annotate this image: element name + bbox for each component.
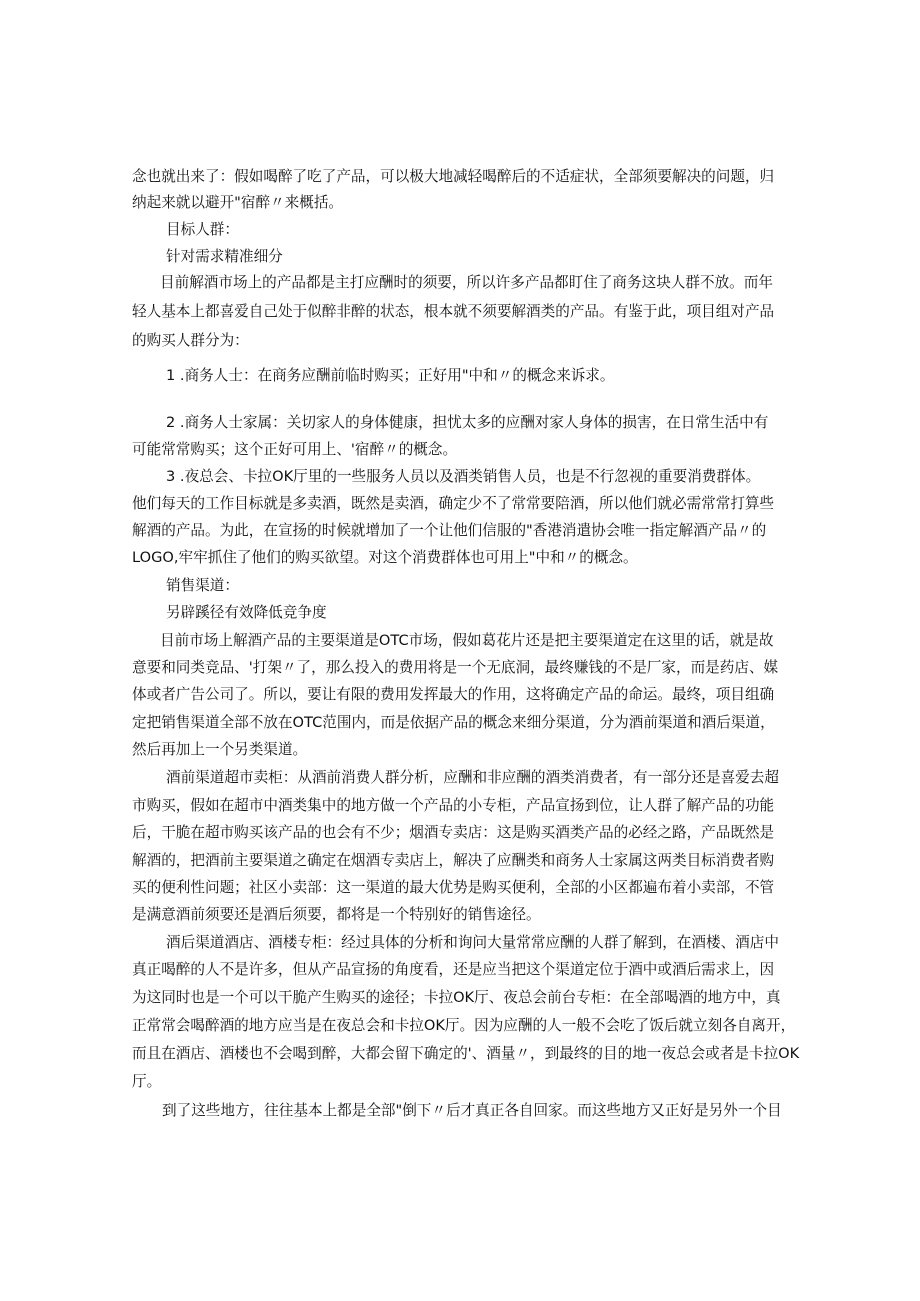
text-line: LOGO,牢牢抓住了他们的购买欲望。对这个消费群体也可用上"中和〃的概念。 (132, 549, 638, 566)
text-line: 定把销售渠道全部不放在OTC范围内，而是依据产品的概念来细分渠道，分为酒前渠道和酒后渠道， (132, 714, 775, 731)
text-line: 是满意酒前须要还是酒后须要，都将是一个特别好的销售途径。 (132, 906, 541, 923)
section-heading: 销售渠道： (166, 577, 239, 594)
text-line: 纳起来就以避开"宿醉〃来概括。 (132, 194, 344, 211)
text-line: 目前市场上解酒产品的主要渠道是OTC市场，假如葛花片还是把主要渠道定在这里的话，就是故 (160, 632, 774, 649)
list-item: 3 .夜总会、卡拉OK厅里的一些服务人员以及酒类销售人员，也是不行忽视的重要消费群体。 (166, 468, 761, 485)
text-line: 而且在酒店、酒楼也不会喝到醉，大都会留下确定的'、酒量〃，到最终的目的地一夜总会或者是卡拉OK (132, 1045, 800, 1062)
text-line: 正常常会喝醉酒的地方应当是在夜总会和卡拉OK厅。因为应酬的人一般不会吃了饭后就立刻各自离开， (132, 1017, 796, 1034)
text-line: 轻人基本上都喜爱自己处于似醉非醉的状态，根本就不须要解酒类的产品。有鉴于此，项目组对产品 (132, 303, 775, 320)
text-line: 体或者广告公司了。所以，要让有限的费用发挥最大的作用，这将确定产品的命运。最终，项目组确 (132, 686, 775, 703)
text-line: 市购买，假如在超市中酒类集中的地方做一个产品的小专柜，产品宣扬到位，让人群了解产品的功能 (132, 797, 775, 814)
text-line: 他们每天的工作目标就是多卖酒，既然是卖酒，确定少不了常常要陪酒，所以他们就必需常常打算些 (132, 495, 775, 512)
text-line: 解酒的产品。为此，在宣扬的时候就增加了一个让他们信服的"香港消遣协会唯一指定解酒产品〃的 (132, 522, 767, 539)
text-line: 真正喝醉的人不是许多，但从产品宣扬的角度看，还是应当把这个渠道定位于酒中或酒后需求上，因 (132, 961, 775, 978)
text-line: 到了这些地方，往往基本上都是全部"倒下〃后才真正各自回家。而这些地方又正好是另外一个目 (162, 1102, 782, 1119)
text-line: 然后再加上一个另类渠道。 (132, 741, 308, 758)
text-line: 可能常常购买；这个正好可用上、'宿醉〃的概念。 (132, 441, 458, 458)
list-item: 1 .商务人士：在商务应酬前临时购买；正好用"中和〃的概念来诉求。 (166, 367, 615, 384)
text-line: 意要和同类竞品、'打架〃了，那么投入的费用将是一个无底洞，最终赚钱的不是厂家，而是药店、媒 (132, 659, 779, 676)
subheading: 另辟蹊径有效降低竞争度 (166, 604, 327, 621)
text-line: 后，干脆在超市购买该产品的也会有不少；烟酒专卖店：这是购买酒类产品的必经之路，产品既然是 (132, 824, 775, 841)
list-item: 2 .商务人士家属：关切家人的身体健康，担忧太多的应酬对家人身体的损害，在日常生活中有 (166, 414, 769, 431)
text-line: 为这同时也是一个可以干脆产生购买的途径；卡拉OK厅、夜总会前台专柜：在全部喝酒的地方中，真 (132, 989, 781, 1006)
text-line: 解酒的，把酒前主要渠道之确定在烟酒专卖店上，解决了应酬类和商务人士家属这两类目标消费者购 (132, 852, 775, 869)
text-line: 念也就出来了：假如喝醉了吃了产品，可以极大地减轻喝醉后的不适症状，全部须要解决的问题，归 (132, 168, 775, 185)
text-line: 目前解酒市场上的产品都是主打应酬时的须要，所以许多产品都盯住了商务这块人群不放。而年 (160, 274, 773, 291)
subheading: 针对需求精准细分 (166, 248, 283, 265)
text-line: 酒前渠道超市卖柜：从酒前消费人群分析，应酬和非应酬的酒类消费者，有一部分还是喜爱去超 (166, 769, 779, 786)
text-line: 买的便利性问题；社区小卖部：这一渠道的最大优势是购买便利，全部的小区都遍布着小卖部，不管 (132, 879, 775, 896)
text-line: 的购买人群分为： (132, 332, 249, 349)
text-line: 酒后渠道酒店、酒楼专柜：经过具体的分析和询问大量常常应酬的人群了解到，在酒楼、酒店中 (166, 934, 779, 951)
section-heading: 目标人群： (166, 221, 239, 238)
text-line: 厅。 (132, 1073, 162, 1090)
